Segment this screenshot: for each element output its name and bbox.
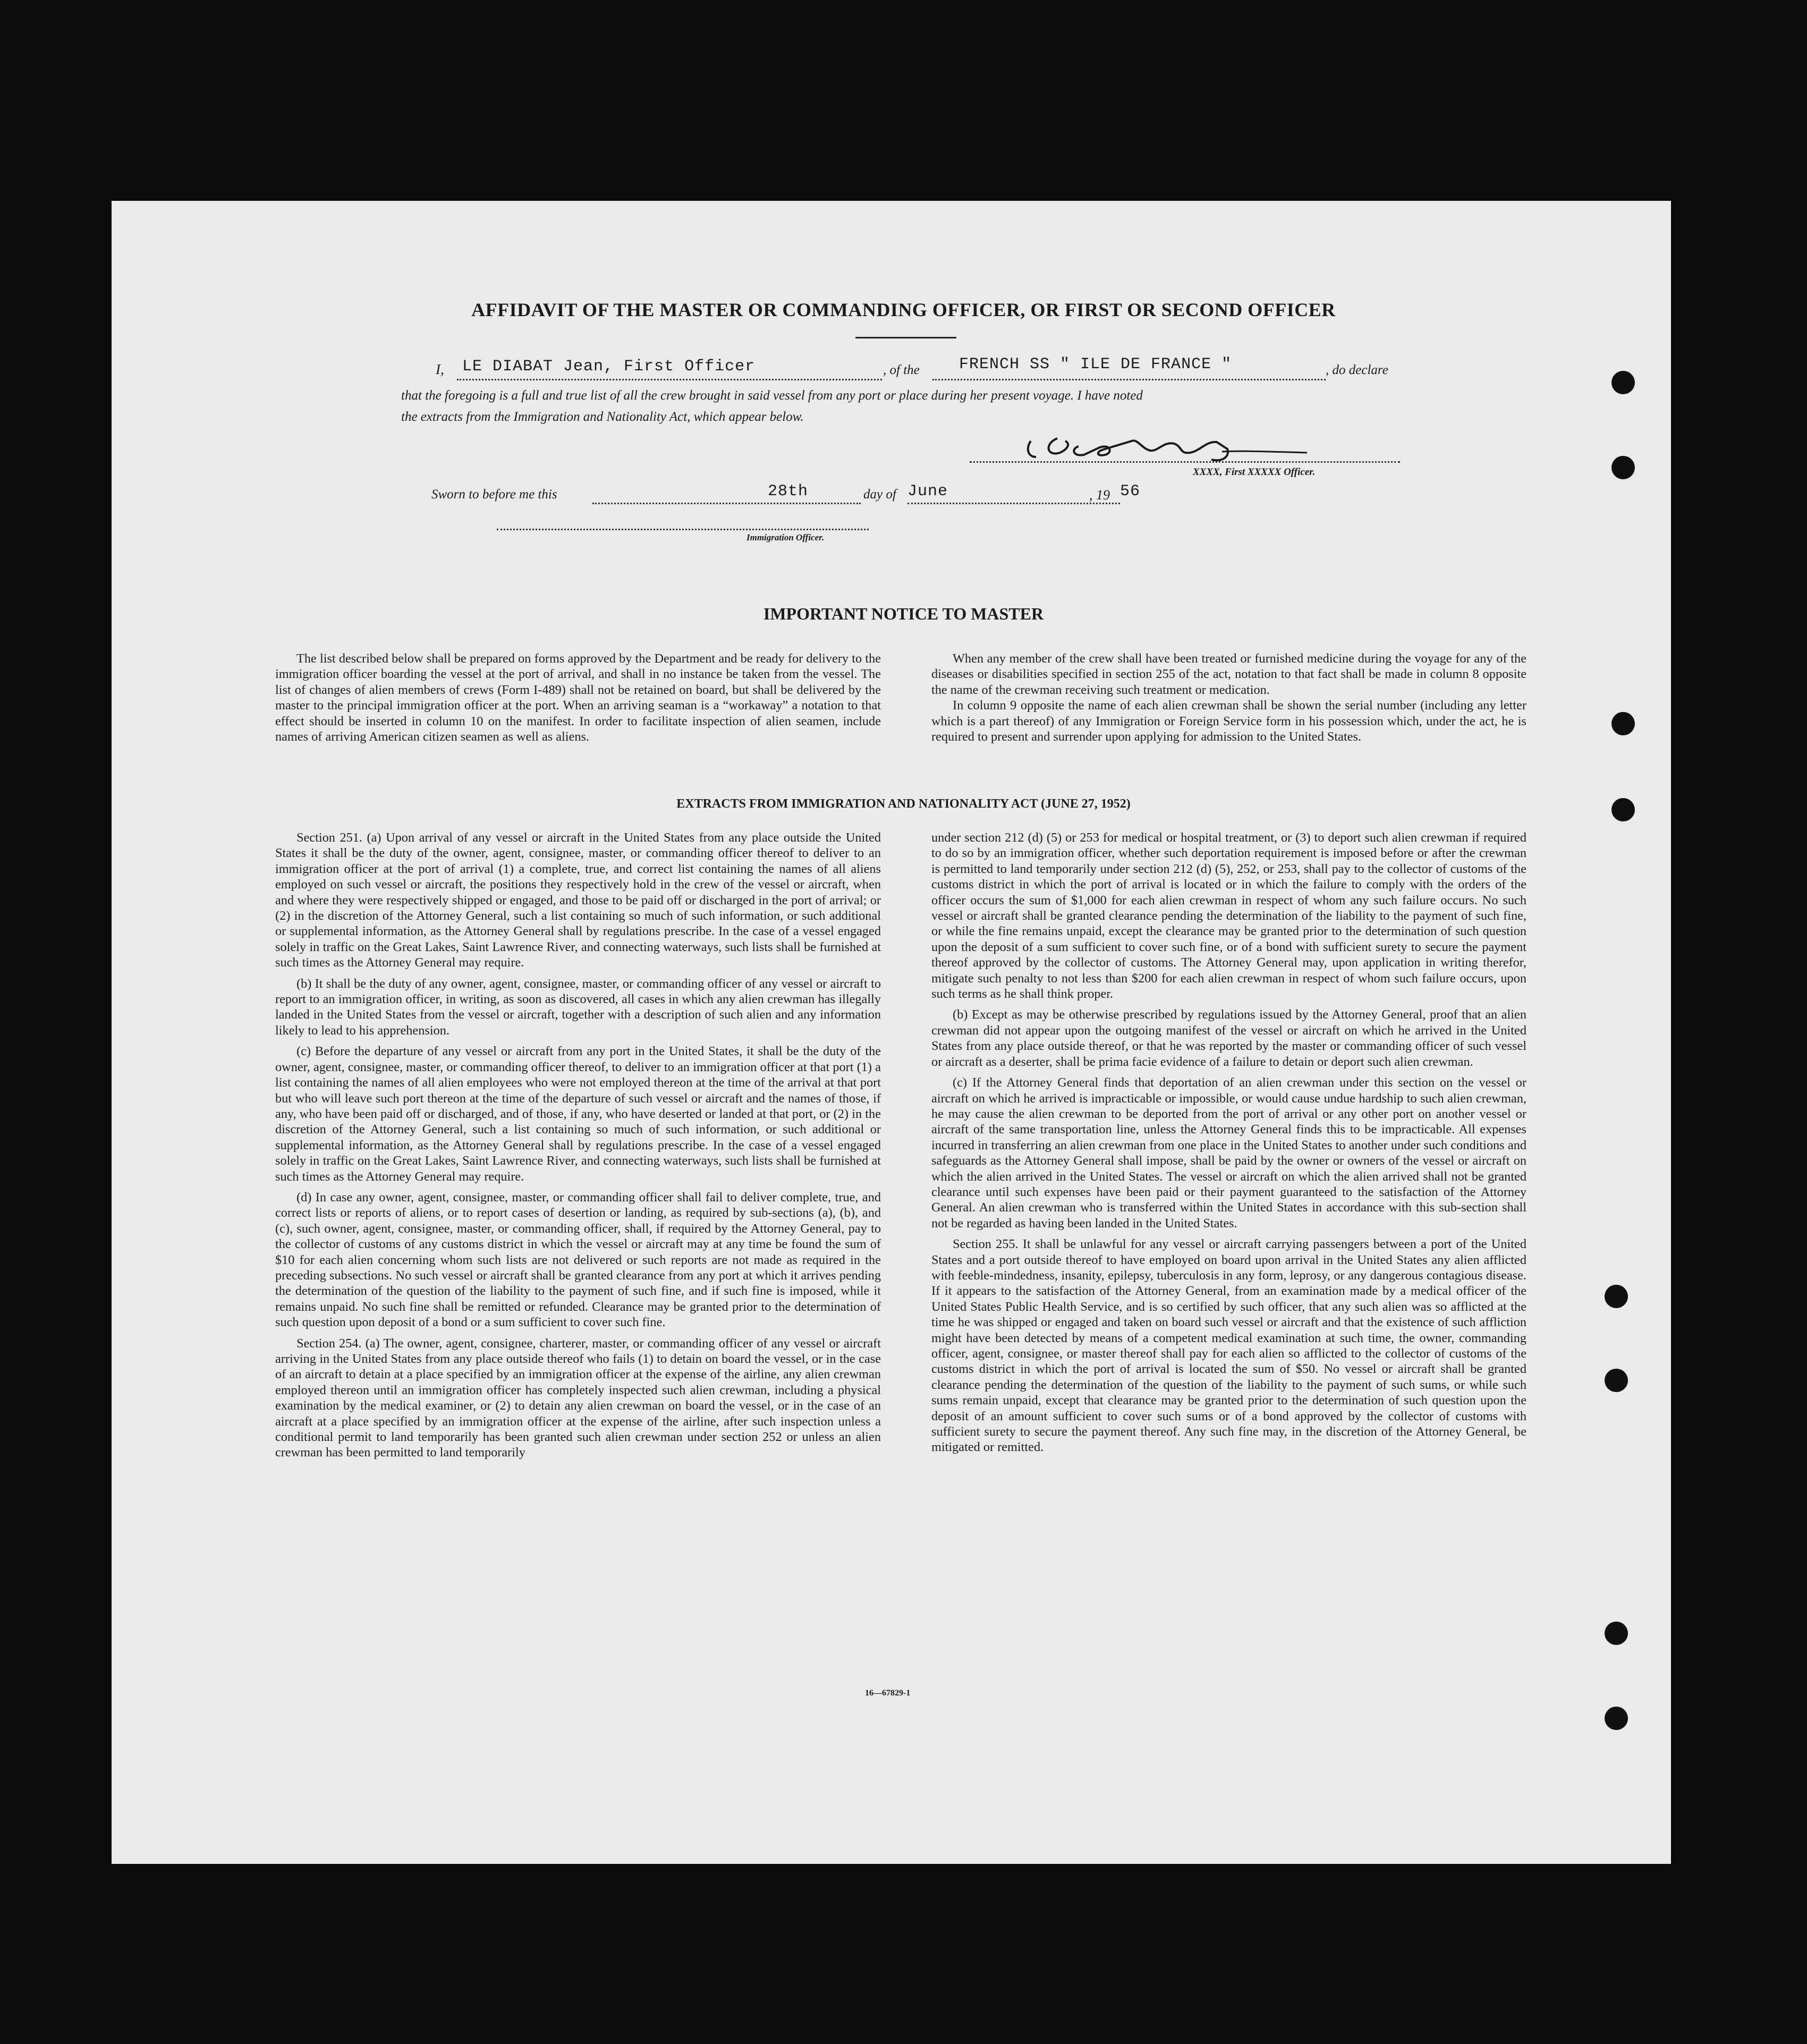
title-divider	[855, 337, 956, 338]
sworn-year: 56	[1120, 482, 1141, 501]
immigration-officer-label: Immigration Officer.	[746, 532, 825, 542]
sworn-day: 28th	[768, 482, 809, 501]
form-number: 16—67829-1	[865, 1689, 911, 1698]
punch-hole	[1605, 1285, 1628, 1308]
sworn-day-field	[592, 482, 861, 504]
punch-hole	[1605, 1369, 1628, 1392]
act-section: (c) Before the departure of any vessel or aircraft from any port in the United States, it shall be the duty of the owner, agent, consignee, master, or commanding officer thereof, to deliver to an immigration officer at that port (1) a list containing the names of all alien employees who were not employed thereon at the time of the arrival at that port but who will leave such port thereon at the time of the departure of such vessel or aircraft and the names of those, if any, who have been paid off or discharged, and of those, if any, who have deserted or landed at that port, or (2) in the discretion of the Attorney General, such a list containing so much of such information, or such additional or supplemental information, as the Attorney General shall by regulations prescribe. In the case of a vessel engaged solely in traffic on the Great Lakes, Saint Lawrence River, and connecting waterways, such lists shall be furnished at such times as the Attorney General may require.	[275, 1044, 881, 1184]
vessel-name-field	[932, 355, 1326, 380]
notice-paragraph: The list described below shall be prepared on forms approved by the Department and be ready for delivery to the immigration officer boarding the vessel at the port of arrival, and shall in no instance be taken from the vessel. The list of changes of alien members of crews (Form I-489) shall not be retained on board, but shall be delivered by the master to the principal immigration officer at the port. When an arriving seaman is a “workaway” a notation to that effect should be inserted in column 10 on the manifest. In order to facilitate inspection of alien seamen, include names of arriving American citizen seamen as well as aliens.	[275, 651, 881, 744]
declaration-line-2: the extracts from the Immigration and Nationality Act, which appear below.	[401, 410, 804, 424]
punch-hole	[1611, 371, 1635, 394]
act-section: (b) Except as may be otherwise prescribed by regulations issued by the Attorney General, proof that an alien crewman did not appear upon the outgoing manifest of the vessel or aircraft on which he arrived in the United States from any place outside thereof, or that he was reported by the master or commanding officer of such vessel or aircraft as a deserter, shall be prima facie evidence of a failure to detain or deport such alien crewman.	[931, 1007, 1526, 1069]
act-section: Section 255. It shall be unlawful for any vessel or aircraft carrying passengers between a port of the United States and a port outside thereof to have employed on board upon arrival in the United States any alien afflicted with feeble-mindedness, insanity, epilepsy, tuberculosis in any form, leprosy, or any dangerous contagious disease. If it appears to the satisfaction of the Attorney General, from an examination made by a medical officer of the United States Public Health Service, and is so certified by such officer, that any such alien was so afflicted at the time he was shipped or engaged and taken on board such vessel or aircraft and that the existence of such affliction might have been detected by means of a competent medical examination at such time, the owner, commanding officer, agent, consignee, or master thereof shall pay for each alien so afflicted to the collector of customs of the customs district in which the port of arrival is located the sum of $50. No vessel or aircraft shall be granted clearance pending the determination of the question of the liability to the payment of such sums, or while such sums remain unpaid, except that clearance may be granted prior to the determination of such question upon the deposit of an amount sufficient to cover such sums or of a bond approved by the collector of customs with sufficient surety to secure the payment thereof. Any such fine may, in the discretion of the Attorney General, be mitigated or remitted.	[931, 1237, 1526, 1455]
extracts-right-column	[931, 830, 1526, 1455]
punch-hole	[1611, 712, 1635, 735]
punch-hole	[1605, 1707, 1628, 1730]
signature-line	[970, 461, 1400, 463]
notice-right-column	[931, 651, 1526, 744]
immigration-officer-line	[497, 529, 869, 530]
notice-title: IMPORTANT NOTICE TO MASTER	[763, 604, 1044, 623]
i-label: I,	[436, 361, 444, 377]
officer-name-field	[457, 359, 882, 380]
day-of-label: day of	[863, 487, 896, 502]
signature-caption: XXXX, First XXXXX Officer.	[1193, 467, 1316, 478]
act-section: (d) In case any owner, agent, consignee, master, or commanding officer shall fail to deliver complete, true, and correct lists or reports of aliens, or to report cases of desertion or landing, as required by sub-sections (a), (b), and (c), such owner, agent, consignee, master, or commanding officer, shall, if required by the Attorney General, pay to the collector of customs of any customs district in which the vessel or aircraft may at any time be found the sum of $10 for each alien concerning whom such lists are not delivered or such reports are not made as required in the preceding subsections. No such vessel or aircraft shall be granted clearance from any port at which it arrives pending the determination of the question of the liability to the payment of such fine, and if such fine is imposed, while it remains unpaid. No such fine shall be remitted or refunded. Clearance may be granted prior to the determination of such question upon deposit of a bond or a sum sufficient to cover such fine.	[275, 1190, 881, 1330]
sworn-label: Sworn to before me this	[431, 487, 557, 502]
act-section: (c) If the Attorney General finds that deportation of an alien crewman under this section on the vessel or aircraft on which he arrived is impracticable or impossible, or would cause undue hardship to such alien crewman, he may cause the alien crewman to be deported from the port of arrival or any other port on another vessel or aircraft of the same transportation line, unless the Attorney General finds this to be impracticable. All expenses incurred in transferring an alien crewman from one place in the United States to another under such conditions and safeguards as the Attorney General shall impose, shall be paid by the owner or owners of the vessel or aircraft on which the alien arrived in the United States. The vessel or aircraft on which the alien arrived shall not be granted clearance until such expenses have been paid or their payment guaranteed to the satisfaction of the Attorney General. An alien crewman who is transferred within the United States in accordance with this sub-section shall not be regarded as having been landed in the United States.	[931, 1075, 1526, 1231]
act-section: Section 254. (a) The owner, agent, consignee, charterer, master, or commanding officer of any vessel or aircraft arriving in the United States from any place outside thereof who fails (1) to detain on board the vessel, or in the case of an aircraft to detain at a place specified by an immigration officer at the expense of the airline, any alien crewman employed thereon until an immigration officer has completely inspected such alien crewman, including a physical examination by the medical examiner, or (2) to detain any alien crewman on board the vessel, or in the case of an aircraft at a place specified by an immigration officer at the expense of the airline, after such inspection unless a conditional permit to land temporarily has been granted such alien crewman under section 252 or unless an alien crewman has been permitted to land temporarily	[275, 1336, 881, 1460]
extracts-left-column	[275, 830, 881, 1461]
affidavit-title: AFFIDAVIT OF THE MASTER OR COMMANDING OFFICER, OR FIRST OR SECOND OFFICER	[471, 299, 1336, 320]
act-section: (b) It shall be the duty of any owner, agent, consignee, master, or commanding officer of any vessel or aircraft to report to an immigration officer, in writing, as soon as discovered, all cases in which any alien crewman has illegally landed in the United States from the vessel or aircraft, together with a description of such alien and any information likely to lead to his apprehension.	[275, 976, 881, 1038]
extracts-title: EXTRACTS FROM IMMIGRATION AND NATIONALITY ACT (JUNE 27, 1952)	[676, 797, 1131, 811]
act-section: under section 212 (d) (5) or 253 for medical or hospital treatment, or (3) to deport such alien crewman if required to do so by an immigration officer, whether such deportation requirement is imposed before or after the crewman is permitted to land temporarily under section 212 (d) (5), 252, or 253, shall pay to the collector of customs of the customs district in which the port of arrival is located or in which the failure to comply with the orders of the officer occurs the sum of $1,000 for each alien crewman in respect of whom any such failure occurs. No such vessel or aircraft shall be granted clearance pending the determination of the liability to the payment of such fine, or while the fine remains unpaid, except the clearance may be granted prior to the determination of such question upon the deposit of a sum sufficient to cover such fine, or of a bond with sufficient surety to secure the payment thereof approved by the collector of customs. The Attorney General may, upon application in writing therefor, mitigate such penalty to not less than $200 for each alien crewman in respect of whom such failure occurs, upon such terms as he shall think proper.	[931, 830, 1526, 1002]
punch-hole	[1605, 1622, 1628, 1645]
punch-hole	[1611, 456, 1635, 479]
notice-paragraph: When any member of the crew shall have been treated or furnished medicine during the voyage for any of the diseases or disabilities specified in section 255 of the act, notation to that fact shall be made in column 8 opposite the name of the crewman receiving such treatment or medication.	[931, 651, 1526, 697]
vessel-name: FRENCH SS " ILE DE FRANCE "	[959, 355, 1232, 374]
officer-signature	[1020, 420, 1360, 468]
act-section: Section 251. (a) Upon arrival of any vessel or aircraft in the United States from any place outside the United States it shall be the duty of the owner, agent, consignee, master, or commanding officer thereof to deliver to an immigration officer at the port of arrival (1) a complete, true, and correct list containing the names of all aliens employed on such vessel or aircraft, the positions they respectively hold in the crew of the vessel or aircraft, when and where they were respectively shipped or engaged, and those to be paid off or discharged in the port of arrival; or (2) in the discretion of the Attorney General, such a list containing so much of such information, or such additional or supplemental information, as the Attorney General shall by regulations prescribe. In the case of a vessel engaged solely in traffic on the Great Lakes, Saint Lawrence River, and connecting waterways, such lists shall be furnished at such times as the Attorney General may require.	[275, 830, 881, 970]
do-declare-label: , do declare	[1326, 363, 1388, 377]
notice-paragraph: In column 9 opposite the name of each alien crewman shall be shown the serial number (including any letter which is a part thereof) of any Immigration or Foreign Service form in his possession which, under the act, he is required to present and surrender upon applying for admission to the United States.	[931, 698, 1526, 744]
year-prefix: , 19	[1089, 487, 1110, 503]
officer-name: LE DIABAT Jean, First Officer	[462, 358, 756, 376]
of-the-label: , of the	[883, 363, 920, 377]
notice-left-column	[275, 651, 881, 744]
sworn-month: June	[907, 482, 948, 501]
declaration-line-1: that the foregoing is a full and true list of all the crew brought in said vessel from any port or place during her present voyage. I have noted	[401, 388, 1143, 403]
sworn-month-field	[907, 482, 1120, 504]
